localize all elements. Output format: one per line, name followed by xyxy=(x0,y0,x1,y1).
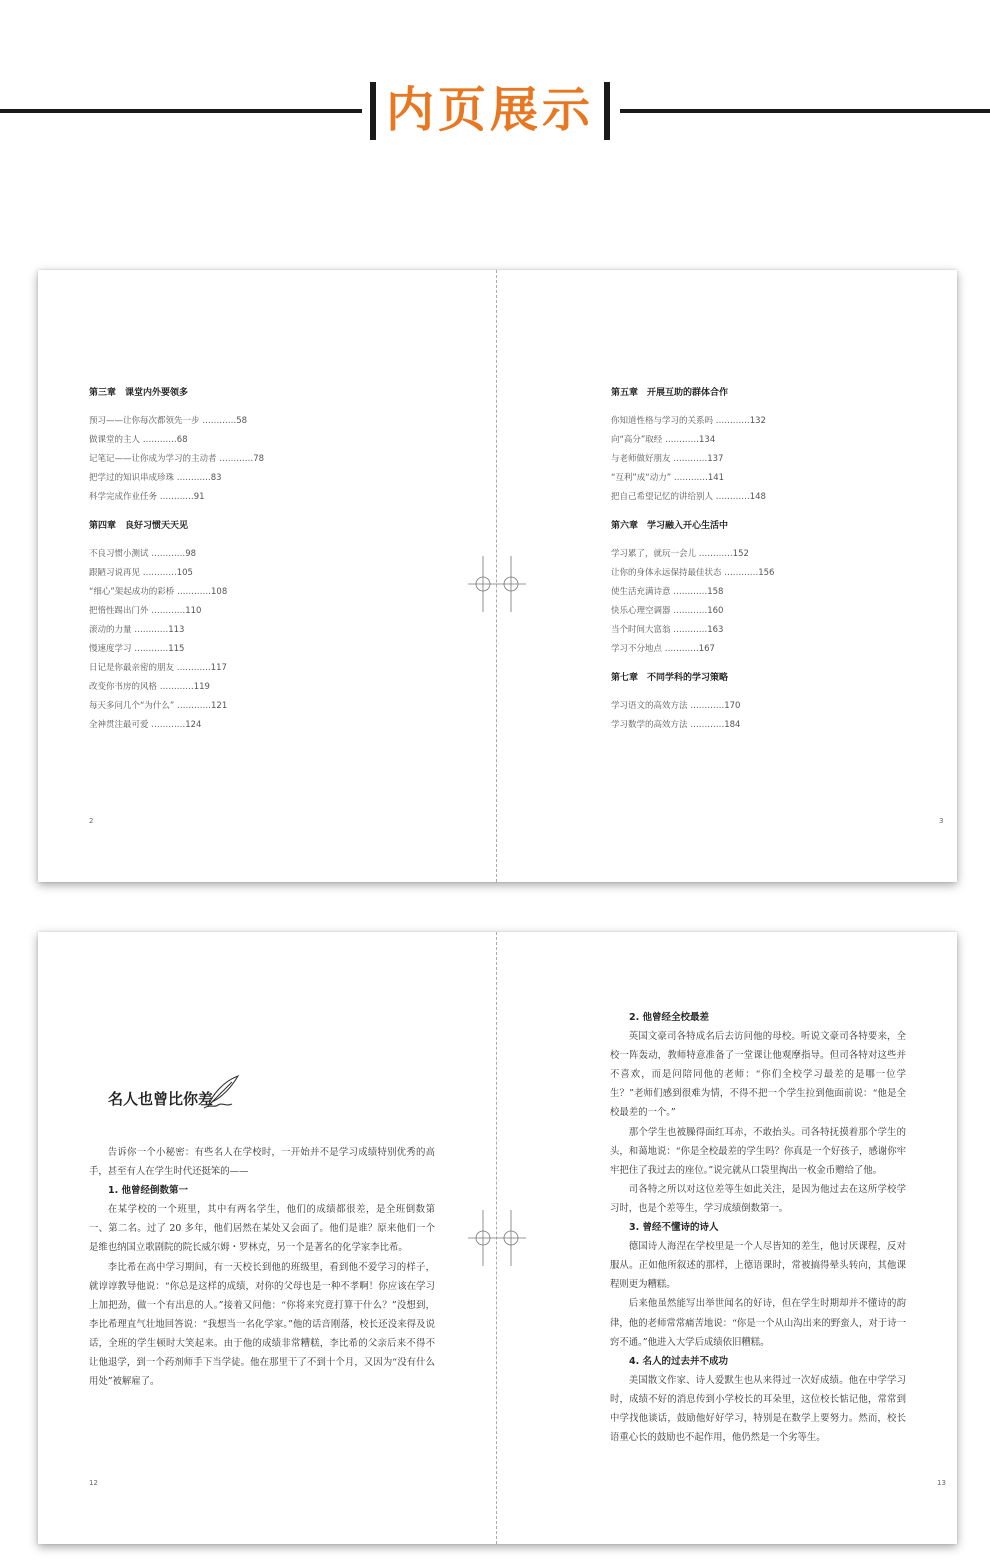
toc-column xyxy=(89,384,264,735)
toc-entry: 做课堂的主人 …………68 xyxy=(89,435,188,445)
toc-spacer xyxy=(611,507,774,517)
toc-entry: 不良习惯小测试 …………98 xyxy=(89,549,197,559)
section-subheading: 3. 曾经不懂诗的诗人 xyxy=(629,1222,719,1234)
paragraph: 告诉你一个小秘密：有些名人在学校时，一开始并不是学习成绩特别优秀的高手，甚至有人在学生时代还挺笨的—— xyxy=(89,1147,435,1178)
page-number: 2 xyxy=(89,817,94,825)
toc-entry: 让你的身体永远保持最佳状态 …………156 xyxy=(611,568,775,578)
toc-column xyxy=(611,384,774,735)
paragraph: 在某学校的一个班里，其中有两名学生，他们的成绩都很差，是全班倒数第一、第二名。过了 20 多年，他们居然在某处又会面了。他们是谁？原来他们一个是维也纳国立歌剧院的院长威尔姆・罗林克，另一个是著名的化学家李比希。 xyxy=(89,1204,435,1254)
toc-chapter-heading: 第四章 良好习惯天天见 xyxy=(89,521,189,531)
article-title: 名人也曾比你差 xyxy=(108,1090,214,1108)
page-number: 13 xyxy=(937,1479,946,1487)
paragraph: 后来他虽然能写出举世闻名的好诗，但在学生时期却并不懂诗的韵律，他的老师常常痛苦地说：“你是一个从山沟出来的野蛮人，对于诗一窍不通。”他进入大学后成绩依旧糟糕。 xyxy=(610,1298,906,1348)
paragraph: 司各特之所以对这位差等生如此关注，是因为他过去在这所学校学习时，也是个差等生，学习成绩倒数第一。 xyxy=(610,1183,906,1214)
toc-entry: 滚动的力量 …………113 xyxy=(89,625,185,635)
paragraph: 李比希在高中学习期间，有一天校长到他的班级里，看到他不爱学习的样子，就谆谆教导他说：“你总是这样的成绩，对你的父母也是一种不孝啊！你应该在学习上加把劲，做一个有出息的人。”接着又问他：“你将来究竟打算干什么？”没想到，李比希理直气壮地回答说：“我想当一名化学家。”他的话音刚落，校长还没来得及说话，全班的学生顿时大笑起来。由于他的成绩非常糟糕，李比希的父亲后来不得不让他退学，到一个药剂师手下当学徒。他在那里干了不到十个月，又因为“没有什么用处”被解雇了。 xyxy=(89,1261,435,1388)
header-bar-right xyxy=(604,82,610,140)
section-subheading: 2. 他曾经全校最差 xyxy=(629,1012,710,1023)
page-left xyxy=(38,270,497,882)
toc-entry: 向“高分”取经 …………134 xyxy=(611,435,716,445)
feather-pen-icon xyxy=(202,1072,242,1110)
toc-chapter-heading: 第三章 课堂内外要领多 xyxy=(89,388,189,398)
toc-entry: 学习数学的高效方法 …………184 xyxy=(611,720,741,730)
toc-entry: “细心”架起成功的彩桥 …………108 xyxy=(89,587,228,597)
section-subheading: 4. 名人的过去并不成功 xyxy=(629,1355,729,1367)
paragraph: 美国散文作家、诗人爱默生也从来得过一次好成绩。他在中学学习时，成绩不好的消息传到小学校长的耳朵里，这位校长惦记他，常常到中学找他谈话，鼓励他好好学习，特别是在数学上要努力。然而，校长语重心长的鼓励也不起作用，他仍然是一个劣等生。 xyxy=(610,1374,906,1444)
page-right xyxy=(497,270,957,882)
section-header xyxy=(0,60,990,160)
toc-entry: 快乐心理空调器 …………160 xyxy=(611,606,724,616)
toc-entry: 学习累了，就玩一会儿 …………152 xyxy=(611,549,749,559)
header-bar-left xyxy=(370,82,376,140)
section-subheading: 1. 他曾经倒数第一 xyxy=(108,1185,189,1197)
toc-entry: 慢速度学习 …………115 xyxy=(89,644,185,654)
paragraph: 德国诗人海涅在学校里是一个人尽皆知的差生，他讨厌课程，反对服从。正如他所叙述的那样，上德语课时，常被搞得晕头转向，其他课程则更为糟糕。 xyxy=(610,1241,906,1291)
header-title: 内页展示 xyxy=(385,82,594,138)
book-spread-text xyxy=(38,932,957,1544)
page-left xyxy=(38,932,497,1544)
toc-entry: 把学过的知识串成珍珠 …………83 xyxy=(89,473,222,483)
paragraph: 英国文豪司各特成名后去访问他的母校。听说文豪司各特要来，全校一阵轰动，教师特意准备了一堂课让他观摩指导。但司各特对这些并不喜欢，而是问陪同他的老师：“你们全校学习最差的是哪一位学生？”老师们感到很难为情，不得不把一个学生拉到他面前说：“他是全校最差的一个。” xyxy=(610,1031,906,1119)
book-spread-toc xyxy=(38,270,957,882)
toc-entry: 改变你书房的风格 …………119 xyxy=(89,682,210,692)
toc-entry: 每天多问几个“为什么” …………121 xyxy=(89,701,228,711)
article-body xyxy=(89,1143,435,1391)
toc-chapter-heading: 第五章 开展互助的群体合作 xyxy=(611,388,729,398)
toc-entry: 使生活充满诗意 …………158 xyxy=(611,587,724,597)
registration-mark-icon xyxy=(466,553,528,615)
registration-mark-icon xyxy=(466,1207,528,1269)
toc-spacer xyxy=(611,659,774,669)
header-rule-left xyxy=(0,109,362,113)
toc-entry: 全神贯注最可爱 …………124 xyxy=(89,720,202,730)
paragraph: 那个学生也被臊得面红耳赤，不敢抬头。司各特抚摸着那个学生的头，和蔼地说：“你是全校最差的学生吗？你真是一个好孩子，感谢你牢牢把住了我过去的座位。”说完就从口袋里掏出一枚金币赠给了他。 xyxy=(610,1126,906,1176)
page-number: 12 xyxy=(89,1479,98,1487)
toc-entry: 与老师做好朋友 …………137 xyxy=(611,454,724,464)
toc-entry: 把自己希望记忆的讲给别人 …………148 xyxy=(611,492,766,502)
toc-chapter-heading: 第七章 不同学科的学习策略 xyxy=(611,673,729,683)
toc-chapter-heading: 第六章 学习融入开心生活中 xyxy=(611,521,729,531)
header-rule-right xyxy=(620,109,990,113)
article-body xyxy=(610,1008,906,1447)
toc-entry: 记笔记——让你成为学习的主动者 …………78 xyxy=(89,454,265,464)
toc-entry: “互利”成“动力” …………141 xyxy=(611,473,725,483)
page-right xyxy=(497,932,957,1544)
toc-entry: 当个时间大富翁 …………163 xyxy=(611,625,724,635)
toc-entry: 把惰性踢出门外 …………110 xyxy=(89,606,202,616)
toc-entry: 日记是你最亲密的朋友 …………117 xyxy=(89,663,227,673)
toc-entry: 你知道性格与学习的关系吗 …………132 xyxy=(611,416,766,426)
toc-entry: 跟陋习说再见 …………105 xyxy=(89,568,193,578)
toc-entry: 学习不分地点 …………167 xyxy=(611,644,715,654)
toc-entry: 预习——让你每次都领先一步 …………58 xyxy=(89,416,248,426)
toc-entry: 科学完成作业任务 …………91 xyxy=(89,492,205,502)
page-number: 3 xyxy=(939,817,944,825)
toc-spacer xyxy=(89,507,264,517)
toc-entry: 学习语文的高效方法 …………170 xyxy=(611,701,741,711)
